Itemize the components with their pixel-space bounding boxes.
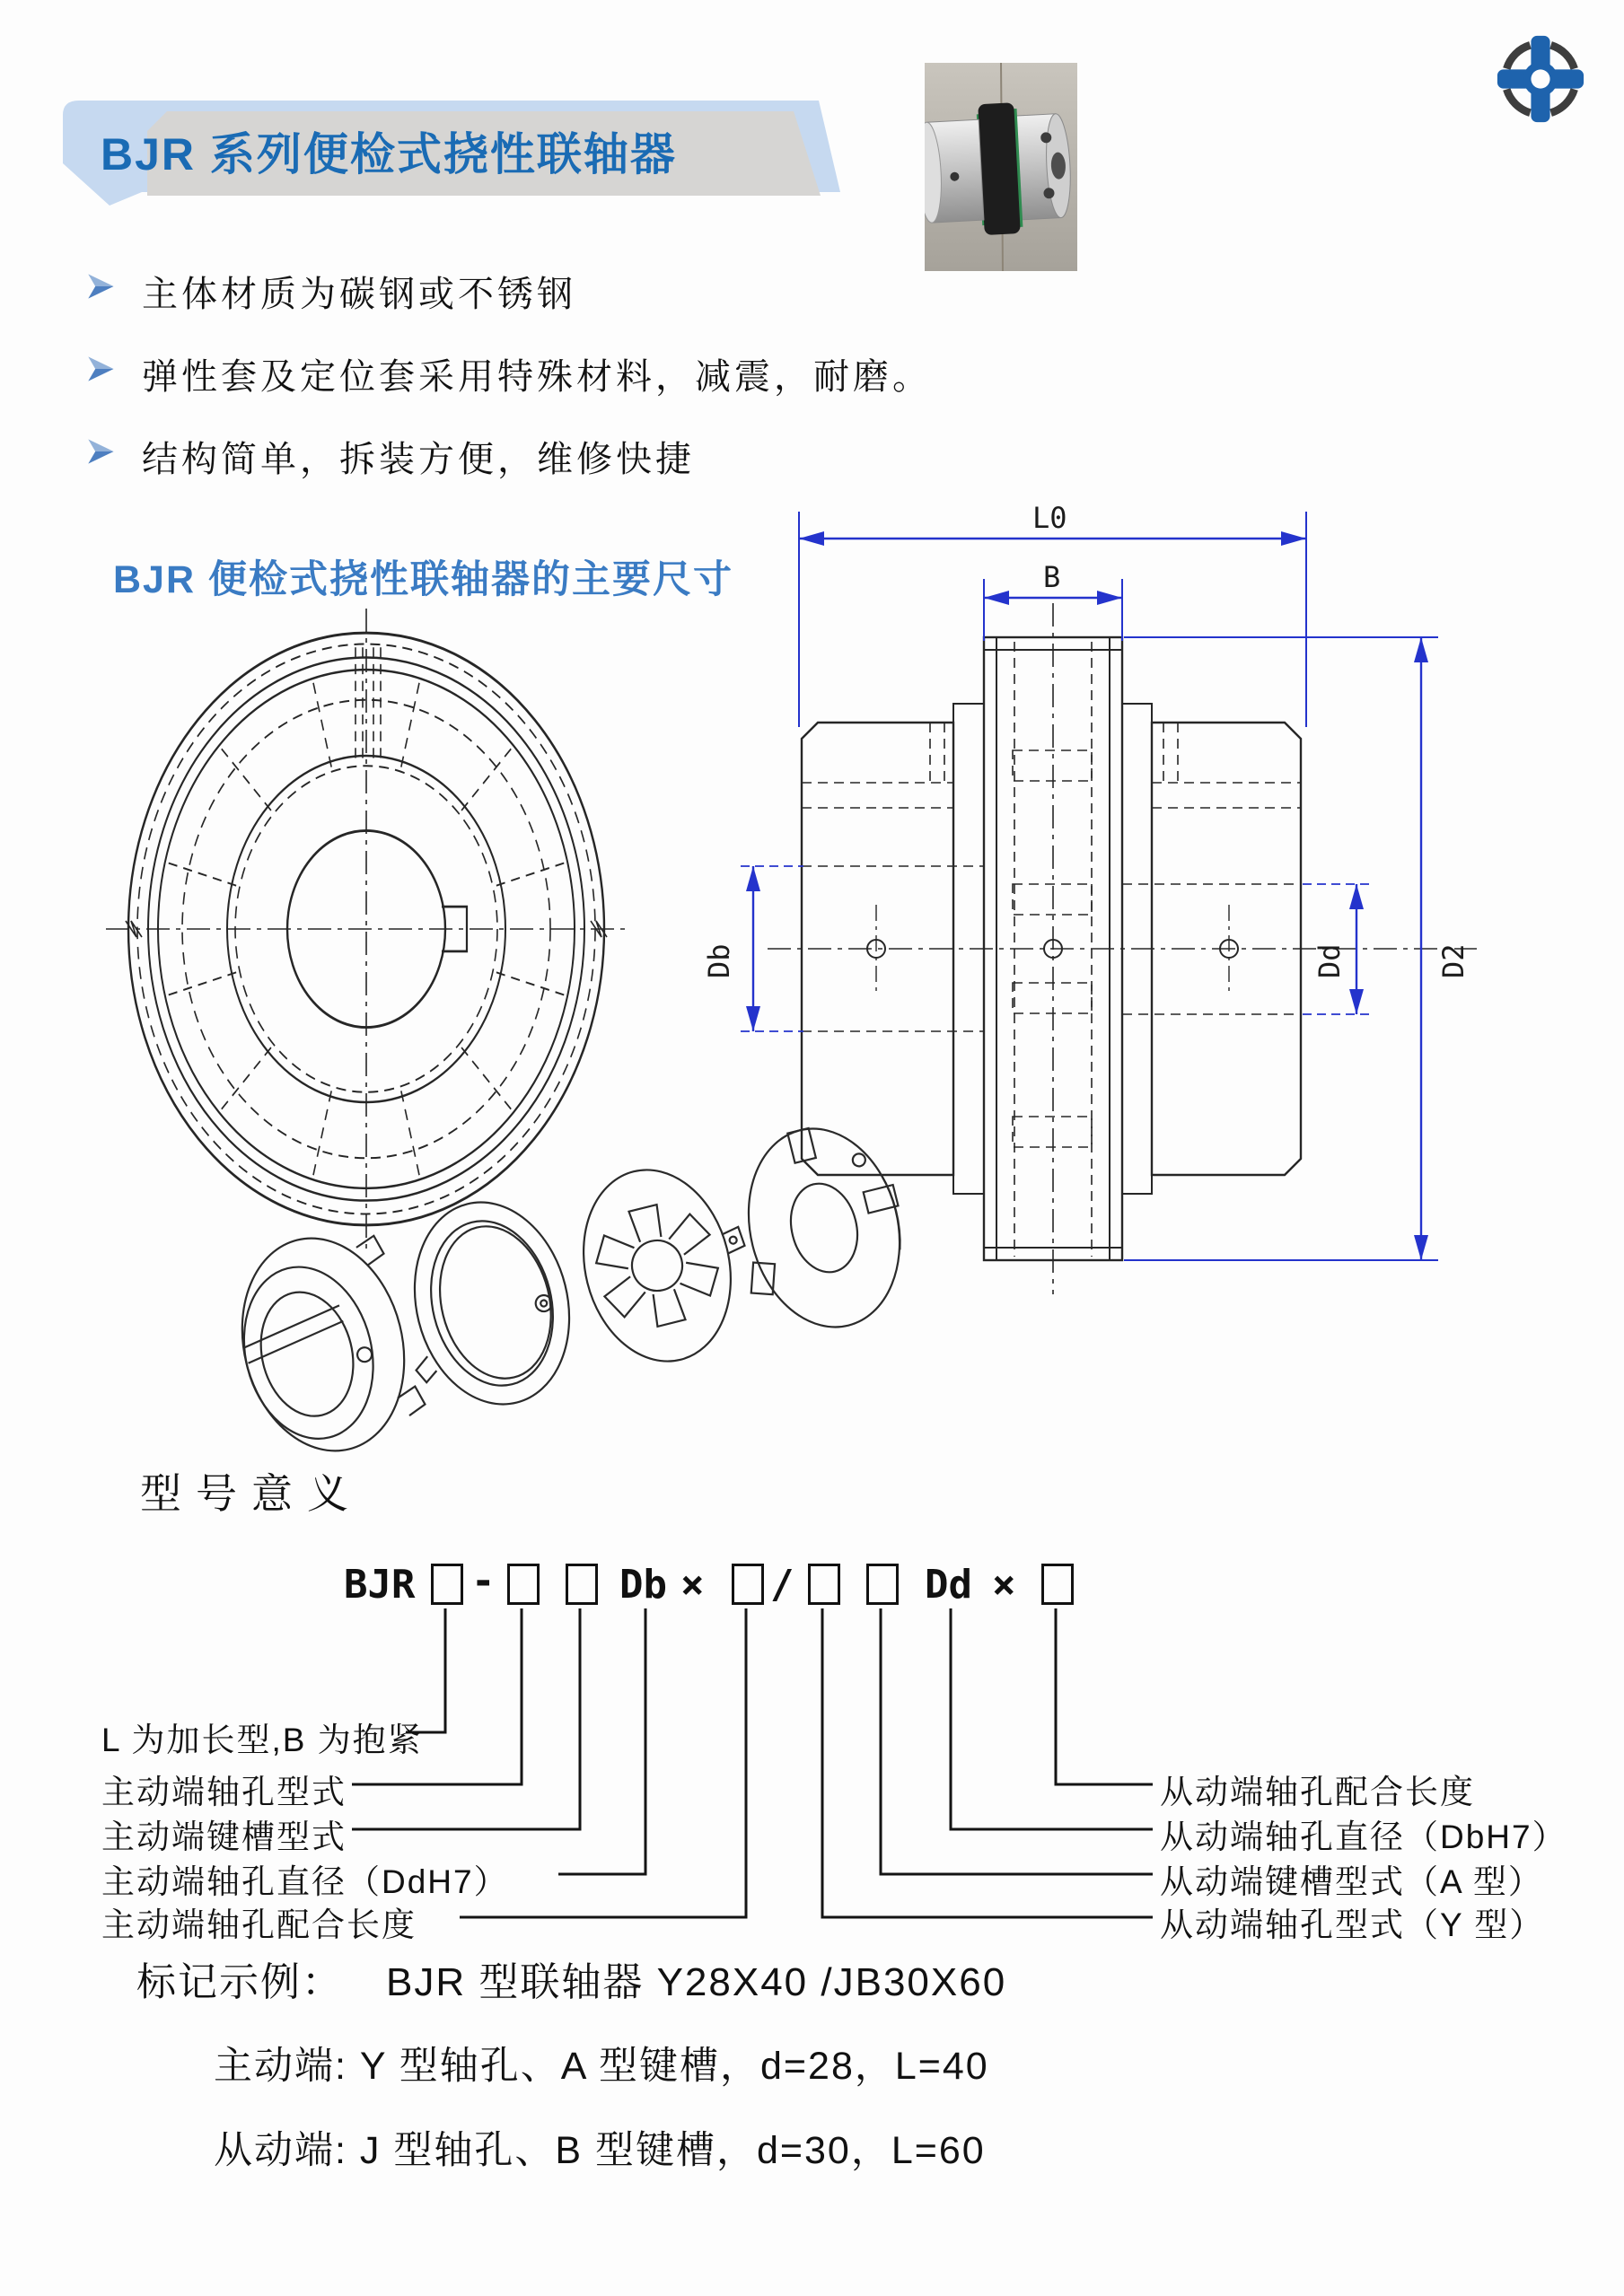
dim-label-d2: D2: [1436, 943, 1470, 978]
dimension-lines: [741, 512, 1438, 1260]
code-box: [566, 1564, 598, 1605]
arrow-bullet-icon: [86, 436, 117, 467]
arrow-bullet-icon: [86, 354, 117, 384]
model-heading: 型号意义: [140, 1470, 363, 1517]
designation-label-right: 从动端轴孔型式（Y 型）: [1160, 1906, 1545, 1943]
designation-label-right: 从动端轴孔配合长度: [1160, 1774, 1475, 1810]
arrow-bullet-icon: [86, 271, 117, 302]
code-slash: /: [770, 1562, 794, 1608]
designation-label-right: 从动端键槽型式（A 型）: [1160, 1863, 1543, 1900]
example-code: BJR 型联轴器 Y28X40 /JB30X60: [386, 1960, 1007, 2004]
code-box: [507, 1564, 540, 1605]
code-times: ×: [680, 1562, 705, 1608]
designation-label-left: L 为加长型,B 为抱紧: [101, 1722, 423, 1758]
code-box: [431, 1564, 463, 1605]
code-box: [808, 1564, 840, 1605]
code-dash: -: [471, 1558, 496, 1604]
designation-label-left: 主动端轴孔配合长度: [101, 1906, 417, 1943]
feature-text: 弹性套及定位套采用特殊材料，减震，耐磨。: [142, 357, 932, 397]
feature-item: [86, 431, 695, 482]
code-box: [1041, 1564, 1074, 1605]
dim-label-dd: Dd: [1312, 943, 1347, 978]
code-box: [866, 1564, 899, 1605]
feature-text: 主体材质为碳钢或不锈钢: [142, 275, 576, 314]
code-times: ×: [992, 1562, 1016, 1608]
side-view-drawing: [768, 603, 1477, 1294]
designation-label-right: 从动端轴孔直径（DbH7）: [1160, 1818, 1567, 1855]
example-prefix: 标记示例：: [136, 1960, 343, 2004]
designation-label-left: 主动端轴孔直径（DdH7）: [101, 1863, 509, 1900]
code-db: Db: [619, 1562, 667, 1608]
brand-logo: [1496, 32, 1585, 126]
dimensions-heading: BJR 便检式挠性联轴器的主要尺寸: [113, 558, 733, 601]
code-prefix: BJR: [344, 1562, 416, 1608]
feature-text: 结构简单，拆装方便，维修快捷: [142, 440, 695, 479]
example-driving-end: 主动端: Y 型轴孔、A 型键槽，d=28，L=40: [214, 2045, 989, 2088]
front-view-drawing: [106, 609, 628, 1252]
example-driven-end: 从动端: J 型轴孔、B 型键槽，d=30，L=60: [214, 2129, 986, 2172]
dim-label-db: Db: [702, 943, 736, 978]
exploded-view-drawing: [221, 1112, 924, 1468]
feature-item: [86, 348, 932, 399]
designation-label-left: 主动端轴孔型式: [101, 1774, 347, 1810]
coupling-product-photo: [925, 63, 1077, 271]
designation-label-left: 主动端键槽型式: [101, 1818, 347, 1855]
code-dd: Dd: [925, 1562, 972, 1608]
dim-label-l0: L0: [1032, 501, 1067, 535]
coupling-cross-logo-icon: [1497, 36, 1584, 122]
code-box: [732, 1564, 764, 1605]
page-title: BJR 系列便检式挠性联轴器: [101, 129, 677, 180]
dim-label-b: B: [1043, 560, 1061, 594]
feature-item: [86, 266, 576, 317]
